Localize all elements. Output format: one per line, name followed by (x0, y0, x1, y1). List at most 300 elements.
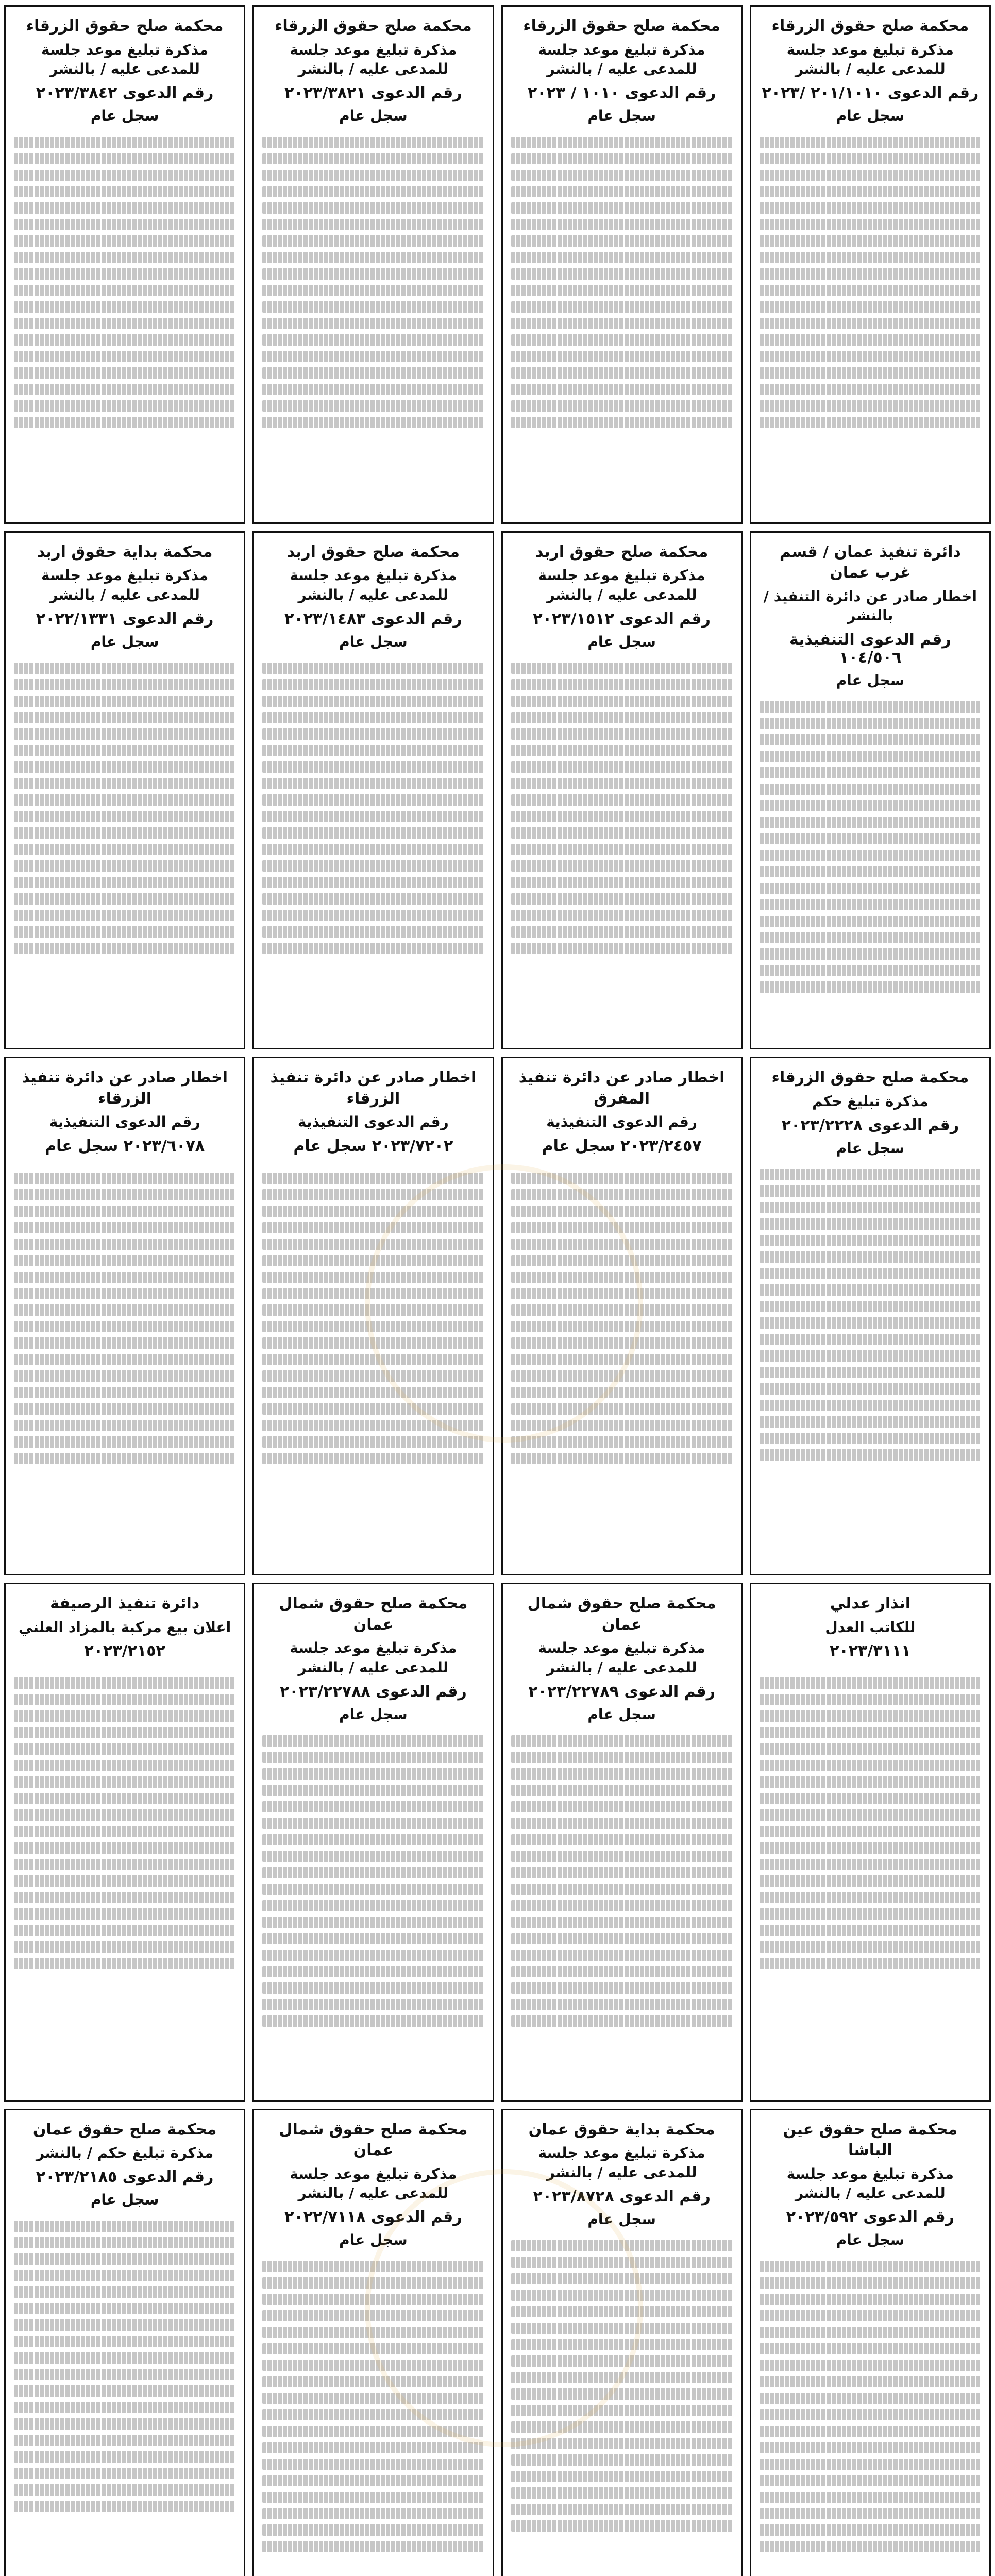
text-line-placeholder (262, 877, 484, 888)
text-line-placeholder (14, 1941, 235, 1953)
text-line-placeholder (760, 351, 981, 362)
notice-body-text-unreadable (262, 131, 484, 513)
notice-box (501, 1583, 743, 2102)
text-line-placeholder (511, 2388, 733, 2400)
text-line-placeholder (262, 1403, 484, 1415)
text-line-placeholder (262, 1453, 484, 1464)
notice-court-title: محكمة صلح حقوق الزرقاء (771, 1069, 969, 1087)
text-line-placeholder (14, 2418, 235, 2430)
notice-body-text-unreadable (511, 1730, 733, 2091)
text-line-placeholder (511, 943, 733, 954)
notice-subtitle: للكاتب العدل (825, 1618, 916, 1636)
text-line-placeholder (760, 866, 981, 877)
text-line-placeholder (760, 1383, 981, 1395)
text-line-placeholder (511, 268, 733, 280)
notice-body-text-unreadable (511, 1167, 733, 1565)
notice-case-number: ٢٠٢٣/٦٠٧٨ سجل عام (45, 1137, 205, 1156)
notice-register: سجل عام (90, 107, 159, 125)
notice-subtitle: مذكرة تبليغ موعد جلسة للمدعى عليه / بالنشر (786, 41, 954, 78)
text-line-placeholder (760, 965, 981, 976)
text-line-placeholder (14, 235, 235, 247)
text-line-placeholder (262, 2343, 484, 2354)
notice-case-number: رقم الدعوى ٢٠٢٢/١٣٣١ (36, 609, 214, 628)
text-line-placeholder (262, 2459, 484, 2470)
text-line-placeholder (760, 2294, 981, 2305)
text-line-placeholder (262, 794, 484, 806)
text-line-placeholder (262, 827, 484, 839)
text-line-placeholder (760, 2393, 981, 2404)
text-line-placeholder (262, 2508, 484, 2519)
text-line-placeholder (14, 1842, 235, 1854)
text-line-placeholder (262, 417, 484, 428)
text-line-placeholder (14, 745, 235, 756)
text-line-placeholder (511, 1189, 733, 1200)
text-line-placeholder (14, 2303, 235, 2314)
text-line-placeholder (760, 916, 981, 927)
text-line-placeholder (511, 1900, 733, 1911)
text-line-placeholder (511, 400, 733, 412)
text-line-placeholder (14, 1337, 235, 1349)
notice-body-text-unreadable (511, 657, 733, 1039)
text-line-placeholder (14, 367, 235, 379)
text-line-placeholder (760, 2541, 981, 2552)
text-line-placeholder (262, 1370, 484, 1382)
text-line-placeholder (14, 285, 235, 296)
notice-box (252, 2109, 494, 2576)
text-line-placeholder (262, 761, 484, 773)
text-line-placeholder (760, 981, 981, 993)
text-line-placeholder (14, 2501, 235, 2512)
text-line-placeholder (262, 1801, 484, 1812)
notice-body-text-unreadable (760, 696, 981, 1039)
text-line-placeholder (14, 153, 235, 164)
text-line-placeholder (262, 186, 484, 197)
text-line-placeholder (760, 850, 981, 861)
text-line-placeholder (511, 1255, 733, 1266)
text-line-placeholder (760, 318, 981, 329)
notice-case-number: رقم الدعوى ٢٠٢٣/٨٧٢٨ (533, 2187, 711, 2206)
text-line-placeholder (14, 1321, 235, 1332)
text-line-placeholder (760, 1760, 981, 1771)
text-line-placeholder (262, 1206, 484, 1217)
text-line-placeholder (262, 2475, 484, 2486)
text-line-placeholder (760, 1350, 981, 1362)
text-line-placeholder (511, 1239, 733, 1250)
notice-case-number: رقم الدعوى ٢٠٢٣/١٤٨٣ (284, 609, 462, 628)
text-line-placeholder (262, 2327, 484, 2338)
notice-court-title: اخطار صادر عن دائرة تنفيذ المفرق (518, 1069, 725, 1108)
text-line-placeholder (262, 696, 484, 707)
text-line-placeholder (14, 170, 235, 181)
notice-body-text-unreadable (511, 2235, 733, 2576)
notice-box (750, 531, 991, 1050)
text-line-placeholder (511, 696, 733, 707)
text-line-placeholder (760, 948, 981, 960)
text-line-placeholder (511, 153, 733, 164)
text-line-placeholder (14, 2468, 235, 2479)
notice-subtitle: رقم الدعوى التنفيذية (546, 1113, 697, 1131)
notice-court-title: محكمة بداية حقوق اربد (37, 543, 213, 561)
text-line-placeholder (14, 1743, 235, 1755)
text-line-placeholder (262, 728, 484, 740)
text-line-placeholder (511, 2306, 733, 2317)
text-line-placeholder (760, 899, 981, 910)
text-line-placeholder (262, 1818, 484, 1829)
text-line-placeholder (511, 893, 733, 905)
notice-body-text-unreadable (14, 2215, 235, 2576)
notice-subtitle: مذكرة تبليغ موعد جلسة للمدعى عليه / بالنشر (290, 567, 457, 603)
notice-case-number: رقم الدعوى التنفيذية ١٠٤/٥٠٦ (789, 631, 951, 667)
text-line-placeholder (14, 1255, 235, 1266)
text-line-placeholder (760, 170, 981, 181)
text-line-placeholder (511, 1867, 733, 1878)
text-line-placeholder (511, 285, 733, 296)
text-line-placeholder (14, 1304, 235, 1316)
notice-subtitle: مذكرة تبليغ حكم / بالنشر (36, 2144, 214, 2162)
notice-box (501, 531, 743, 1050)
text-line-placeholder (760, 1268, 981, 1279)
text-line-placeholder (262, 1851, 484, 1862)
notice-court-title: محكمة بداية حقوق عمان (528, 2120, 715, 2139)
text-line-placeholder (262, 235, 484, 247)
text-line-placeholder (511, 1999, 733, 2010)
text-line-placeholder (511, 2323, 733, 2334)
text-line-placeholder (14, 1189, 235, 1200)
notice-subtitle: رقم الدعوى التنفيذية (49, 1113, 200, 1131)
text-line-placeholder (14, 827, 235, 839)
notice-register: سجل عام (587, 2210, 656, 2228)
text-line-placeholder (262, 400, 484, 412)
text-line-placeholder (262, 2524, 484, 2536)
text-line-placeholder (760, 384, 981, 395)
text-line-placeholder (262, 860, 484, 872)
text-line-placeholder (14, 2402, 235, 2413)
text-line-placeholder (14, 926, 235, 938)
text-line-placeholder (511, 334, 733, 346)
text-line-placeholder (262, 1387, 484, 1398)
text-line-placeholder (262, 1272, 484, 1283)
text-line-placeholder (14, 384, 235, 395)
text-line-placeholder (14, 910, 235, 921)
text-line-placeholder (14, 219, 235, 230)
text-line-placeholder (14, 1370, 235, 1382)
text-line-placeholder (262, 2277, 484, 2289)
notice-case-number: رقم الدعوى ٢٠٢٣/٣٨٢١ (284, 84, 462, 103)
notice-court-title: محكمة صلح حقوق الزرقاء (523, 17, 720, 35)
text-line-placeholder (760, 2508, 981, 2519)
text-line-placeholder (511, 1917, 733, 1928)
notice-subtitle: اخطار صادر عن دائرة التنفيذ / بالنشر (763, 587, 977, 624)
text-line-placeholder (262, 1239, 484, 1250)
text-line-placeholder (14, 1239, 235, 1250)
notice-register: سجل عام (90, 633, 159, 650)
text-line-placeholder (511, 2438, 733, 2449)
text-line-placeholder (14, 1222, 235, 1233)
notice-subtitle: مذكرة تبليغ موعد جلسة للمدعى عليه / بالنشر (538, 1639, 705, 1676)
text-line-placeholder (262, 1933, 484, 1944)
text-line-placeholder (14, 2451, 235, 2463)
text-line-placeholder (511, 2257, 733, 2268)
notice-case-number: رقم الدعوى ٢٠١/١٠١٠ /٢٠٢٣ (762, 84, 979, 103)
text-line-placeholder (262, 1950, 484, 1961)
notice-subtitle: مذكرة تبليغ موعد جلسة للمدعى عليه / بالنشر (41, 41, 209, 78)
text-line-placeholder (262, 285, 484, 296)
text-line-placeholder (14, 1206, 235, 1217)
text-line-placeholder (760, 417, 981, 428)
notice-case-number: ٢٠٢٣/٧٢٠٢ سجل عام (293, 1137, 453, 1156)
notice-subtitle: مذكرة تبليغ موعد جلسة للمدعى عليه / بالنشر (290, 41, 457, 78)
text-line-placeholder (511, 663, 733, 674)
text-line-placeholder (14, 2286, 235, 2298)
text-line-placeholder (760, 932, 981, 943)
notice-box (252, 531, 494, 1050)
notice-court-title: محكمة صلح حقوق اربد (286, 543, 460, 561)
text-line-placeholder (760, 268, 981, 280)
notice-box (750, 2109, 991, 2576)
notice-body-text-unreadable (14, 1672, 235, 2090)
text-line-placeholder (262, 663, 484, 674)
text-line-placeholder (511, 137, 733, 148)
text-line-placeholder (14, 2336, 235, 2347)
text-line-placeholder (14, 1760, 235, 1771)
text-line-placeholder (14, 2352, 235, 2364)
notice-box (750, 5, 991, 524)
text-line-placeholder (760, 718, 981, 729)
text-line-placeholder (262, 1834, 484, 1845)
notice-body-text-unreadable (760, 1164, 981, 1565)
text-line-placeholder (511, 367, 733, 379)
text-line-placeholder (14, 2319, 235, 2331)
text-line-placeholder (14, 1826, 235, 1837)
notice-case-number: رقم الدعوى ٢٠٢٣/١٥١٢ (533, 609, 711, 628)
notice-register: سجل عام (339, 2231, 408, 2249)
text-line-placeholder (760, 2459, 981, 2470)
text-line-placeholder (760, 1301, 981, 1312)
text-line-placeholder (262, 1966, 484, 1977)
text-line-placeholder (511, 1337, 733, 1349)
text-line-placeholder (14, 1272, 235, 1283)
notice-case-number: ٢٠٢٣/٣١١١ (830, 1642, 911, 1660)
text-line-placeholder (262, 1752, 484, 1763)
text-line-placeholder (262, 1999, 484, 2010)
text-line-placeholder (511, 844, 733, 855)
text-line-placeholder (760, 734, 981, 745)
text-line-placeholder (14, 417, 235, 428)
notice-box (252, 1057, 494, 1575)
text-line-placeholder (14, 318, 235, 329)
notice-court-title: محكمة صلح حقوق عمان (32, 2120, 217, 2139)
text-line-placeholder (760, 400, 981, 412)
text-line-placeholder (511, 1321, 733, 1332)
notice-box (501, 5, 743, 524)
text-line-placeholder (14, 696, 235, 707)
text-line-placeholder (14, 301, 235, 313)
text-line-placeholder (511, 910, 733, 921)
text-line-placeholder (14, 1925, 235, 1936)
notice-court-title: محكمة صلح حقوق عين الباشا (783, 2120, 958, 2160)
text-line-placeholder (511, 170, 733, 181)
text-line-placeholder (14, 2237, 235, 2248)
text-line-placeholder (511, 2240, 733, 2251)
text-line-placeholder (14, 663, 235, 674)
text-line-placeholder (511, 926, 733, 938)
notice-box (4, 1057, 245, 1575)
text-line-placeholder (14, 1727, 235, 1738)
text-line-placeholder (14, 202, 235, 214)
text-line-placeholder (760, 1842, 981, 1854)
text-line-placeholder (14, 351, 235, 362)
notice-court-title: محكمة صلح حقوق الزرقاء (275, 17, 472, 35)
text-line-placeholder (14, 778, 235, 789)
notice-box (501, 1057, 743, 1575)
text-line-placeholder (760, 2492, 981, 2503)
notice-register: سجل عام (339, 1705, 408, 1723)
text-line-placeholder (262, 1189, 484, 1200)
text-line-placeholder (262, 910, 484, 921)
text-line-placeholder (14, 1892, 235, 1903)
text-line-placeholder (511, 745, 733, 756)
text-line-placeholder (511, 877, 733, 888)
text-line-placeholder (262, 1321, 484, 1332)
text-line-placeholder (14, 761, 235, 773)
text-line-placeholder (14, 1173, 235, 1184)
text-line-placeholder (14, 1809, 235, 1821)
text-line-placeholder (760, 235, 981, 247)
text-line-placeholder (262, 712, 484, 723)
notice-register: سجل عام (339, 633, 408, 650)
text-line-placeholder (760, 1694, 981, 1705)
notice-box (4, 5, 245, 524)
text-line-placeholder (511, 1933, 733, 1944)
text-line-placeholder (262, 1173, 484, 1184)
notice-subtitle: مذكرة تبليغ موعد جلسة للمدعى عليه / بالنشر (538, 2144, 705, 2181)
text-line-placeholder (262, 1436, 484, 1448)
text-line-placeholder (262, 926, 484, 938)
text-line-placeholder (511, 1206, 733, 1217)
text-line-placeholder (262, 745, 484, 756)
text-line-placeholder (14, 679, 235, 690)
text-line-placeholder (760, 817, 981, 828)
notices-grid (4, 5, 991, 2576)
notice-body-text-unreadable (14, 1167, 235, 1565)
notice-box (252, 1583, 494, 2102)
text-line-placeholder (511, 1982, 733, 1994)
text-line-placeholder (511, 1752, 733, 1763)
text-line-placeholder (511, 1370, 733, 1382)
text-line-placeholder (262, 334, 484, 346)
text-line-placeholder (511, 235, 733, 247)
text-line-placeholder (760, 2261, 981, 2272)
text-line-placeholder (760, 1433, 981, 1444)
text-line-placeholder (511, 860, 733, 872)
notice-box (4, 2109, 245, 2576)
notice-subtitle: مذكرة تبليغ موعد جلسة للمدعى عليه / بالنشر (786, 2165, 954, 2202)
text-line-placeholder (262, 1354, 484, 1365)
text-line-placeholder (760, 1925, 981, 1936)
text-line-placeholder (760, 202, 981, 214)
text-line-placeholder (760, 1743, 981, 1755)
text-line-placeholder (262, 1304, 484, 1316)
notice-subtitle: اعلان بيع مركبة بالمزاد العلني (19, 1618, 231, 1636)
text-line-placeholder (511, 1884, 733, 1895)
text-line-placeholder (262, 1867, 484, 1878)
text-line-placeholder (511, 252, 733, 263)
text-line-placeholder (14, 943, 235, 954)
text-line-placeholder (14, 1694, 235, 1705)
text-line-placeholder (511, 2454, 733, 2466)
text-line-placeholder (262, 778, 484, 789)
text-line-placeholder (760, 1941, 981, 1953)
text-line-placeholder (14, 728, 235, 740)
text-line-placeholder (262, 137, 484, 148)
notice-court-title: محكمة صلح حقوق الزرقاء (26, 17, 224, 35)
text-line-placeholder (760, 1416, 981, 1428)
text-line-placeholder (760, 2376, 981, 2387)
text-line-placeholder (760, 1235, 981, 1246)
text-line-placeholder (511, 2421, 733, 2433)
notice-register: سجل عام (836, 672, 905, 689)
text-line-placeholder (262, 679, 484, 690)
notice-court-title: اخطار صادر عن دائرة تنفيذ الزرقاء (270, 1069, 477, 1108)
text-line-placeholder (262, 2294, 484, 2305)
text-line-placeholder (760, 2524, 981, 2536)
text-line-placeholder (760, 2310, 981, 2321)
notice-case-number: ٢٠٢٣/٢١٥٢ (84, 1642, 165, 1660)
notice-register: سجل عام (587, 633, 656, 650)
notice-court-title: محكمة صلح حقوق شمال عمان (279, 1595, 468, 1634)
text-line-placeholder (511, 2355, 733, 2367)
text-line-placeholder (511, 1950, 733, 1961)
text-line-placeholder (511, 351, 733, 362)
notice-case-number: رقم الدعوى ٢٠٢٣/٢٢٢٨ (781, 1116, 959, 1134)
text-line-placeholder (760, 2426, 981, 2437)
text-line-placeholder (511, 301, 733, 313)
text-line-placeholder (760, 1251, 981, 1263)
text-line-placeholder (511, 2471, 733, 2482)
notice-court-title: محكمة صلح حقوق اربد (535, 543, 709, 561)
text-line-placeholder (14, 1908, 235, 1920)
notice-body-text-unreadable (760, 2256, 981, 2576)
text-line-placeholder (262, 1900, 484, 1911)
text-line-placeholder (511, 1387, 733, 1398)
text-line-placeholder (14, 1677, 235, 1689)
text-line-placeholder (262, 2426, 484, 2437)
text-line-placeholder (262, 1420, 484, 1431)
text-line-placeholder (511, 679, 733, 690)
text-line-placeholder (262, 811, 484, 822)
notice-box (4, 531, 245, 1050)
notice-register: سجل عام (587, 107, 656, 125)
notice-register: سجل عام (587, 1705, 656, 1723)
text-line-placeholder (760, 1892, 981, 1903)
text-line-placeholder (262, 2409, 484, 2420)
text-line-placeholder (14, 1875, 235, 1887)
text-line-placeholder (511, 761, 733, 773)
text-line-placeholder (511, 1851, 733, 1862)
text-line-placeholder (760, 1449, 981, 1461)
text-line-placeholder (14, 2435, 235, 2446)
notice-subtitle: مذكرة تبليغ موعد جلسة للمدعى عليه / بالنشر (538, 567, 705, 603)
notice-body-text-unreadable (262, 2256, 484, 2576)
text-line-placeholder (511, 2504, 733, 2515)
text-line-placeholder (14, 2484, 235, 2496)
text-line-placeholder (14, 2270, 235, 2281)
notice-box (750, 1583, 991, 2102)
text-line-placeholder (262, 202, 484, 214)
notice-case-number: رقم الدعوى ٢٠٢٣/٢٢٧٨٩ (528, 1682, 716, 1701)
text-line-placeholder (262, 2015, 484, 2027)
text-line-placeholder (262, 2541, 484, 2552)
